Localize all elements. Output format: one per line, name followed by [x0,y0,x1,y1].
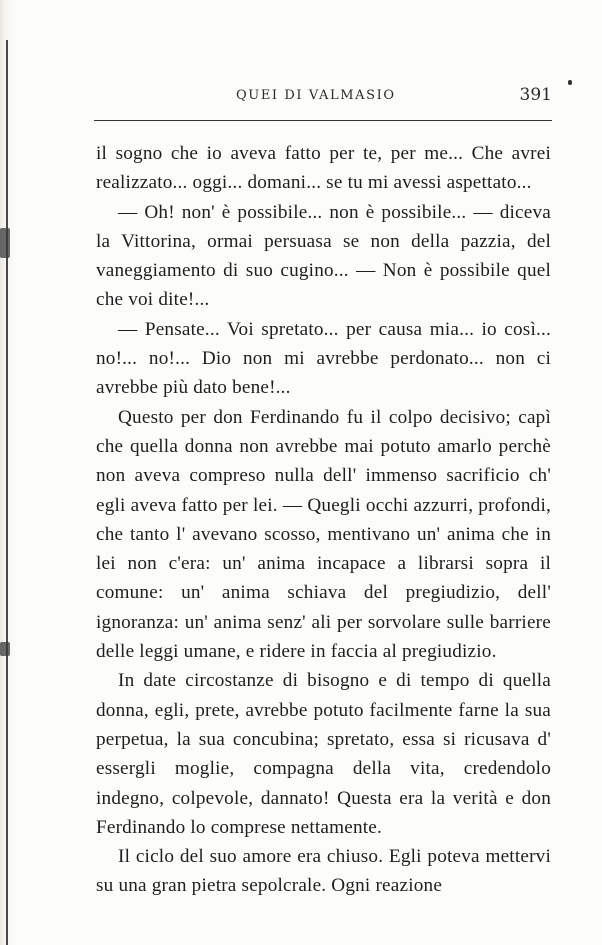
paragraph: In date circostanze di bisogno e di tempo di quella donna, egli, prete, avrebbe potuto facilmente farne la sua perpetua, la sua concubina; spretato, essa si ricusava d' essergli moglie, compagna della vita, credendolo indegno, colpevole, dannato! Questa era la verità e don Ferdinando lo comprese nettamente. [96,670,551,838]
ink-spot [568,80,572,85]
header-rule [94,120,552,121]
paragraph: Questo per don Ferdinando fu il colpo decisivo; capì che quella donna non avrebbe mai potuto amarlo perchè non aveva compreso nulla dell' immenso sacrificio ch' egli aveva fatto per lei. — Quegli occhi azzurri, profondi, che tanto l' avevano scosso, mentivano un' anima che in lei non c'era: un' anima incapace a librarsi sopra il comune: un' anima schiava del pregiudizio, dell' ignoranza: un' anima senz' ali per sorvolare sulle barriere delle leggi umane, e ridere in faccia al pregiudizio. [96,406,551,663]
page-number: 391 [519,85,552,105]
binding-stitch-mark [0,642,10,656]
paragraph: Il ciclo del suo amore era chiuso. Egli poteva mettervi su una gran pietra sepolcrale. Ogni reazione [96,846,551,897]
paragraph: il sogno che io aveva fatto per te, per me... Che avrei realizzato... oggi... domani... se tu mi avessi aspettato... [96,143,551,194]
paragraph: — Pensate... Voi spretato... per causa mia... io così... no!... no!... Dio non mi avrebbe perdonato... non ci avrebbe più dato bene!... [96,318,551,399]
binding-stitch-mark [0,228,10,258]
body-text [96,139,551,901]
binding-edge [6,40,8,945]
paragraph: — Oh! non' è possibile... non è possibile... — diceva la Vittorina, ormai persuasa se non della pazzia, del vaneggiamento di suo cugino... — Non è possibile quel che voi dite!... [96,201,551,311]
running-title: QUEI DI VALMASIO [236,88,396,103]
page-header [96,86,552,108]
